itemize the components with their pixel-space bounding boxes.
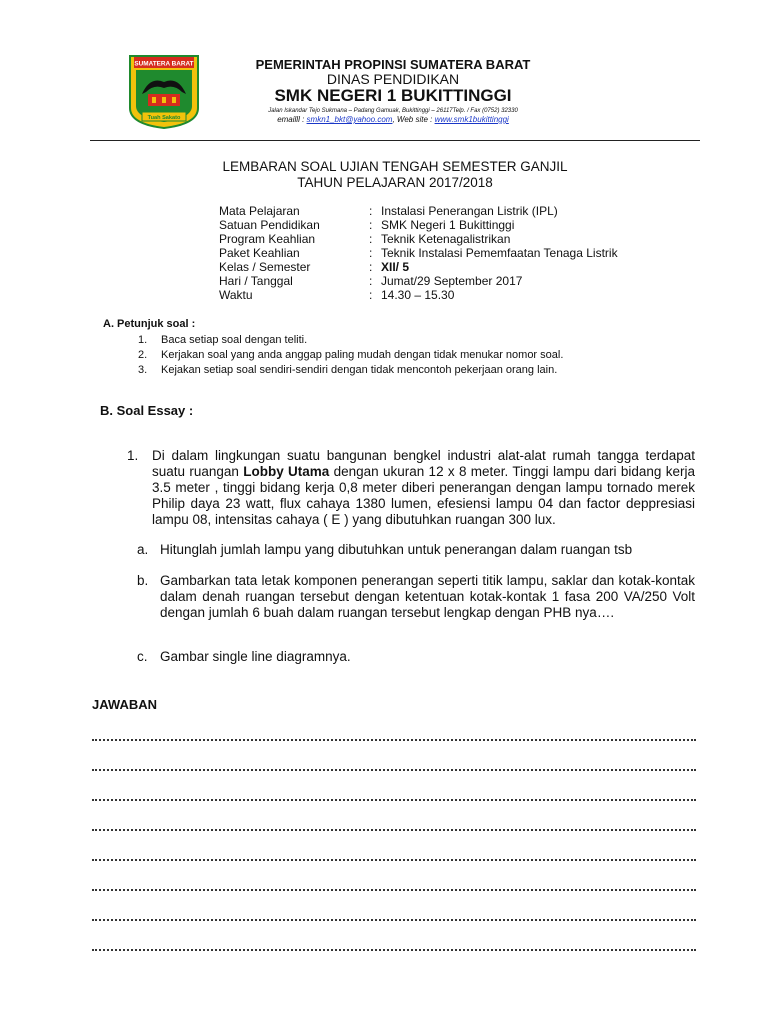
subquestion-num: c. — [137, 649, 148, 664]
exam-title: LEMBARAN SOAL UJIAN TENGAH SEMESTER GANJIL — [222, 159, 568, 174]
info-colon: : — [369, 260, 373, 274]
email-link[interactable]: smkn1_bkt@yahoo.com — [306, 115, 393, 124]
question-text — [152, 448, 695, 528]
info-label: Waktu — [219, 288, 253, 302]
subquestion-text: Hitunglah jumlah lampu yang dibutuhkan untuk penerangan dalam ruangan tsb — [160, 542, 633, 557]
answer-heading: JAWABAN — [92, 697, 158, 712]
info-label: Program Keahlian — [219, 232, 316, 246]
answer-line — [92, 769, 696, 771]
answer-line — [92, 739, 696, 741]
instruction-item — [138, 363, 563, 378]
info-colon: : — [369, 274, 373, 288]
header-address: Jalan Iskandar Tejo Sukmana – Padang Gamuak, Bukittinggi – 26117Telp. / Fax (0752) 32330 — [268, 108, 518, 114]
info-row — [219, 246, 618, 260]
header-divider — [90, 140, 700, 141]
question-number: 1. — [127, 448, 139, 463]
info-row — [219, 260, 618, 274]
question-room-name: Lobby Utama — [243, 464, 330, 479]
info-value: XII/ 5 — [381, 260, 410, 274]
info-row — [219, 204, 618, 218]
logo-top-text: SUMATERA BARAT — [134, 60, 194, 68]
answer-line — [92, 919, 696, 921]
web-label: , Web site : — [392, 115, 435, 124]
academic-year: TAHUN PELAJARAN 2017/2018 — [297, 175, 493, 190]
instruction-text: Kejakan setiap soal sendiri-sendiri dengan tidak mencontoh pekerjaan orang lain. — [161, 364, 558, 376]
instruction-num: 2. — [138, 349, 148, 361]
header-department: DINAS PENDIDIKAN — [326, 71, 460, 87]
sumatera-barat-logo — [128, 54, 200, 130]
email-label: emailll : — [277, 115, 307, 124]
info-row — [219, 232, 618, 246]
info-colon: : — [369, 246, 373, 260]
question-text-part: Di dalam lingkungan suatu bangunan bengkel industri alat-alat rumah tangga terdapat suatu ruangan — [152, 448, 695, 479]
website-link[interactable]: www.smk1bukittinggi — [434, 115, 509, 124]
info-value: Instalasi Penerangan Listrik (IPL) — [381, 204, 558, 218]
info-value: Teknik Instalasi Pememfaatan Tenaga Listrik — [381, 246, 618, 260]
info-row — [219, 274, 618, 288]
answer-line — [92, 949, 696, 951]
info-label: Mata Pelajaran — [219, 204, 300, 218]
header-government: PEMERINTAH PROPINSI SUMATERA BARAT — [255, 57, 531, 72]
info-label: Satuan Pendidikan — [219, 218, 320, 232]
instruction-item — [138, 333, 563, 348]
header-contact — [222, 115, 564, 124]
info-value: 14.30 – 15.30 — [381, 288, 455, 302]
instruction-text: Baca setiap soal dengan teliti. — [161, 334, 308, 346]
answer-line — [92, 799, 696, 801]
subquestion-text: Gambarkan tata letak komponen penerangan seperti titik lampu, saklar dan kotak-kontak dalam denah ruangan tersebut dengan ketentuan kotak-kontak 1 fasa 200 VA/250 Volt dengan jumlah 6 buah dalam ruangan tersebut lengkap dengan PHB nya…. — [160, 573, 695, 620]
info-label: Paket Keahlian — [219, 246, 300, 260]
instructions-list — [138, 333, 563, 378]
section-b-heading: B. Soal Essay : — [100, 403, 194, 418]
instruction-num: 3. — [138, 364, 148, 376]
info-row — [219, 288, 618, 302]
instruction-item — [138, 348, 563, 363]
header-school-name: SMK NEGERI 1 BUKITTINGGI — [274, 86, 512, 105]
info-colon: : — [369, 232, 373, 246]
info-colon: : — [369, 218, 373, 232]
info-colon: : — [369, 288, 373, 302]
answer-line — [92, 859, 696, 861]
info-row — [219, 218, 618, 232]
info-colon: : — [369, 204, 373, 218]
exam-info-table — [219, 204, 618, 302]
answer-line — [92, 889, 696, 891]
answer-line — [92, 829, 696, 831]
info-value: SMK Negeri 1 Bukittinggi — [381, 218, 515, 232]
section-a-heading: A. Petunjuk soal : — [103, 318, 196, 330]
info-label: Hari / Tanggal — [219, 274, 293, 288]
subquestion-text: Gambar single line diagramnya. — [160, 649, 351, 664]
instruction-text: Kerjakan soal yang anda anggap paling mudah dengan tidak menukar nomor soal. — [161, 349, 564, 361]
info-value: Teknik Ketenagalistrikan — [381, 232, 511, 246]
info-value: Jumat/29 September 2017 — [381, 274, 523, 288]
question-text-part: dengan ukuran 12 x 8 meter. Tinggi lampu dari bidang kerja 3.5 meter , tinggi bidang kerja 0,8 meter diberi penerangan dengan lampu tornado merek Philip daya 23 watt, flux cahaya 1380 lumen, efesiensi lampu 04 dan factor deppresiasi lampu 08, intensitas cahaya ( E ) yang dibutuhkan ruangan 300 lux. — [152, 464, 695, 527]
info-label: Kelas / Semester — [219, 260, 311, 274]
subquestion-num: a. — [137, 542, 149, 557]
logo-bottom-text: Tuah Sakato — [147, 115, 181, 121]
subquestion-num: b. — [137, 573, 149, 588]
instruction-num: 1. — [138, 334, 148, 346]
